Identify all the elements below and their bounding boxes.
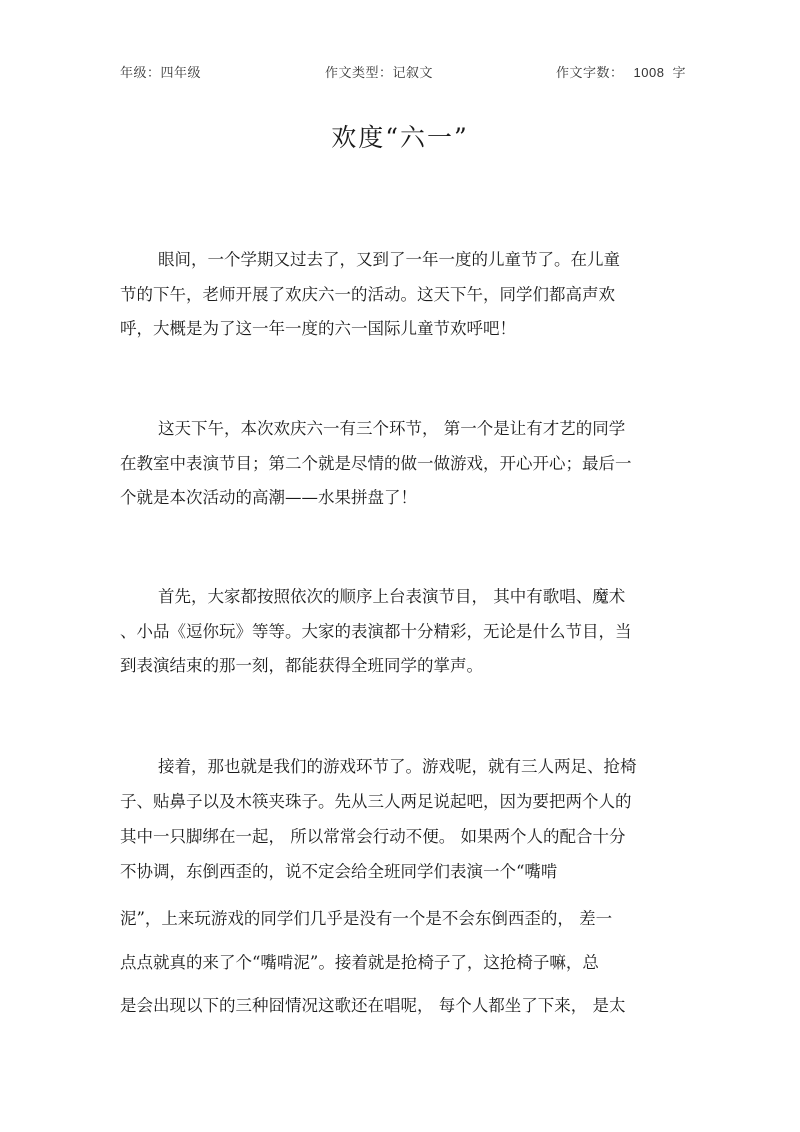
paragraph-2-line-2: 在教室中表演节目；第二个就是尽情的做一做游戏，开心开心；最后一	[120, 454, 632, 473]
word-count-value: 1008	[633, 65, 665, 80]
essay-type-label: 作文类型：记叙文	[325, 66, 434, 81]
essay-title: 欢度“六一”	[331, 123, 469, 152]
paragraph-4-line-4: 不协调，东倒西歪的，说不定会给全班同学们表演一个“嘴啃	[120, 862, 558, 881]
paragraph-3-line-2: 、小品《逗你玩》等等。大家的表演都十分精彩，无论是什么节目，当	[120, 622, 632, 641]
word-count-prefix: 作文字数：	[556, 66, 624, 81]
word-count-unit: 字	[672, 66, 686, 81]
paragraph-1-line-3: 呼，大概是为了这一年一度的六一国际儿童节欢呼吧！	[120, 319, 516, 338]
paragraph-4-line-5: 泥”，上来玩游戏的同学们几乎是没有一个是不会东倒西歪的， 差一	[120, 909, 613, 928]
paragraph-1-line-2: 节的下午，老师开展了欢庆六一的活动。这天下午，同学们都高声欢	[120, 285, 615, 304]
paragraph-4-line-3: 其中一只脚绑在一起， 所以常常会行动不便。 如果两个人的配合十分	[120, 827, 626, 846]
paragraph-3-line-3: 到表演结束的那一刻，都能获得全班同学的掌声。	[120, 656, 483, 675]
paragraph-3-line-1: 首先，大家都按照依次的顺序上台表演节目， 其中有歌唱、魔术	[158, 587, 626, 606]
grade-label: 年级：四年级	[120, 66, 202, 81]
paragraph-4-line-1: 接着，那也就是我们的游戏环节了。游戏呢，就有三人两足、抢椅	[158, 757, 637, 776]
paragraph-2-line-3: 个就是本次活动的高潮——水果拼盘了！	[120, 488, 417, 507]
paragraph-4-line-6: 点点就真的来了个“嘴啃泥”。接着就是抢椅子了，这抢椅子嘛，总	[120, 953, 599, 972]
paragraph-4-line-2: 子、贴鼻子以及木筷夹珠子。先从三人两足说起吧，因为要把两个人的	[120, 792, 632, 811]
word-count-label	[556, 62, 686, 81]
paragraph-4-line-7: 是会出现以下的三种囧情况这歌还在唱呢， 每个人都坐了下来， 是太	[120, 996, 626, 1015]
paragraph-2-line-1: 这天下午，本次欢庆六一有三个环节， 第一个是让有才艺的同学	[158, 419, 626, 438]
paragraph-1-line-1: 眼间，一个学期又过去了，又到了一年一度的儿童节了。在儿童	[158, 250, 620, 269]
